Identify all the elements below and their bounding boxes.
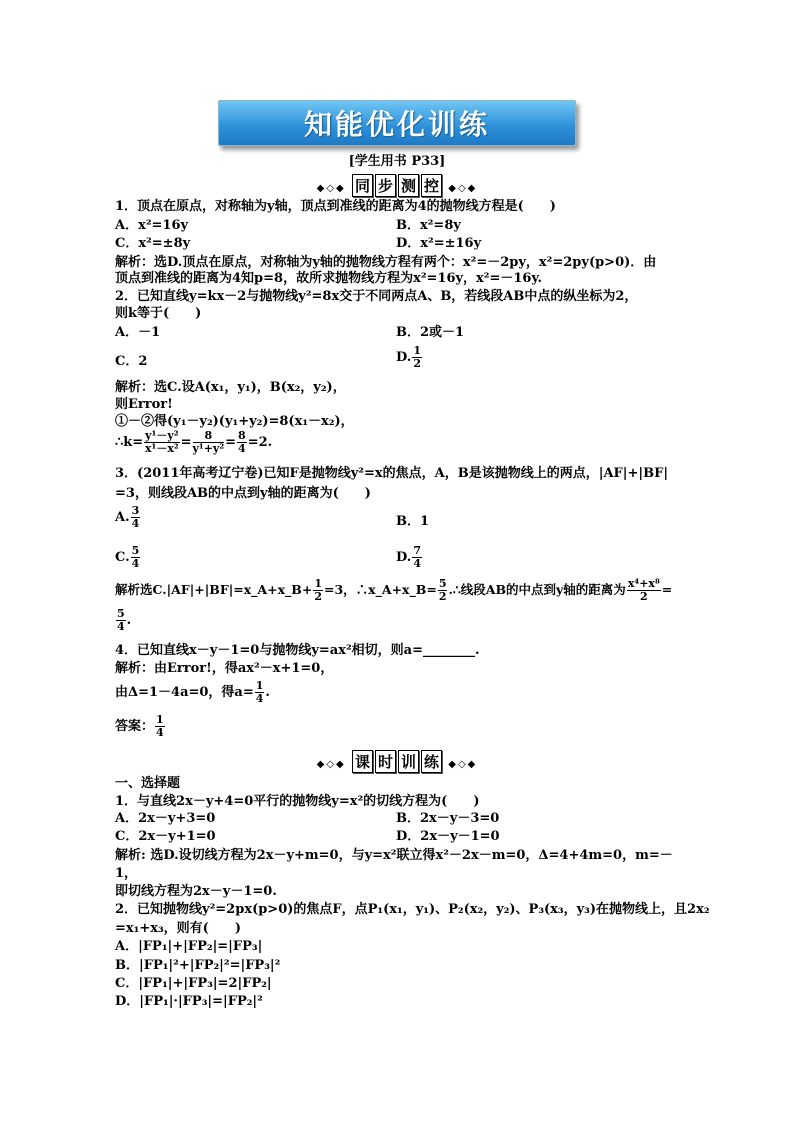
numerator: 1	[255, 679, 264, 692]
q3-solution	[115, 578, 672, 603]
text: =	[661, 582, 673, 597]
denominator: 4	[131, 557, 140, 570]
q3-option-a	[115, 505, 141, 530]
numerator: 1	[314, 577, 323, 590]
heading-char: 测	[398, 174, 419, 197]
numerator: 1	[413, 344, 421, 357]
text-line-q2s1: 解析：选C.设A(x₁，y₁)，B(x₂，y₂)，	[115, 380, 346, 395]
page-reference: [学生用书 P33]	[348, 154, 446, 169]
text-line-q2c: C．2	[115, 354, 148, 369]
q2-solution-k	[115, 430, 272, 455]
right-ornament: ◆◇◆	[448, 183, 478, 194]
denominator: 4	[156, 726, 164, 739]
text-line-k2: 2．已知抛物线y²=2px(p>0)的焦点F，点P₁(x₁，y₁)、P₂(x₂，y₂)、P₃(x₃，y₃)在抛物线上，且2x₂	[115, 902, 710, 917]
q4-solution-delta	[115, 680, 270, 705]
numerator: 1	[156, 713, 164, 726]
text-line-q1d: D．x²=±16y	[396, 236, 482, 251]
fraction	[313, 578, 323, 603]
section-heading-sync	[0, 174, 794, 197]
text-line-q2b: 则k等于( )	[115, 306, 202, 321]
text-line-s2h: 一、选择题	[115, 776, 181, 791]
option-label: D.	[396, 350, 412, 365]
fraction	[155, 714, 165, 739]
fraction	[131, 505, 141, 530]
text-line-q3bb: B．1	[396, 514, 430, 529]
fraction	[131, 545, 141, 570]
fraction	[438, 578, 448, 603]
text-line-k2bb: B．|FP₁|²+|FP₂|²=|FP₃|²	[115, 958, 281, 973]
q2-option-d	[396, 345, 423, 370]
numerator: y¹－y²	[145, 429, 179, 442]
numerator: 5	[131, 544, 140, 557]
denominator: 4	[117, 620, 125, 633]
section-heading-course	[0, 750, 794, 773]
denominator: 4	[238, 442, 246, 455]
text-line-q1b: B．x²=8y	[396, 218, 461, 233]
q3-option-d	[396, 545, 423, 570]
heading-char: 同	[352, 174, 373, 197]
text: .	[265, 685, 270, 700]
text: =	[225, 435, 237, 450]
numerator: x⁴+x⁸	[627, 577, 660, 590]
heading-char: 步	[375, 174, 396, 197]
text-line-k1s2: 1，	[115, 866, 138, 881]
denominator: 2	[438, 590, 447, 603]
text-line-q2: 2．已知直线y=kx－2与抛物线y²=8x交于不同两点A、B，若线段AB中点的纵坐标为2，	[115, 289, 638, 304]
heading-char: 时	[375, 750, 396, 773]
text: 解析选C.|AF|+|BF|=x_A+x_B+	[115, 582, 313, 597]
denominator: 4	[413, 557, 421, 570]
text: =	[180, 435, 192, 450]
text: 答案：	[115, 719, 155, 734]
numerator: 5	[438, 577, 447, 590]
fraction	[237, 430, 247, 455]
text: =3，∴x_A+x_B=	[324, 582, 437, 597]
text-line-q1: 1．顶点在原点，对称轴为y轴，顶点到准线的距离为4的抛物线方程是( )	[115, 199, 556, 214]
option-label: C.	[115, 550, 130, 565]
denominator: 4	[255, 692, 264, 705]
option-label: D.	[396, 550, 412, 565]
text-line-q1c: C．x²=±8y	[115, 236, 191, 251]
numerator: 8	[193, 430, 225, 443]
denominator: 2	[314, 590, 323, 603]
right-ornament: ◆◇◆	[448, 759, 478, 770]
numerator: 7	[413, 544, 421, 557]
text-line-q2bb: B．2或－1	[396, 325, 465, 340]
denominator: 4	[131, 517, 140, 530]
text-line-k1d: D．2x－y－1=0	[396, 829, 500, 844]
text-line-q4: 4．已知直线x－y－1=0与抛物线y=ax²相切，则a=________.	[115, 643, 480, 658]
left-ornament: ◆◇◆	[316, 183, 346, 194]
text-line-q2a: A．－1	[115, 325, 161, 340]
fraction	[255, 680, 265, 705]
text-line-k1a: A．2x－y+3=0	[115, 811, 216, 826]
fraction	[412, 345, 422, 370]
numerator: 8	[238, 429, 246, 442]
q3-option-c	[115, 545, 141, 570]
fraction	[116, 608, 126, 633]
left-ornament: ◆◇◆	[316, 759, 346, 770]
fraction	[412, 545, 422, 570]
fraction	[627, 578, 661, 603]
text-line-q1s2: 顶点到准线的距离为4知p=8，故所求抛物线方程为x²=16y，x²=－16y.	[115, 271, 543, 286]
text-line-k2d: D．|FP₁|·|FP₃|=|FP₂|²	[115, 994, 263, 1009]
denominator: 2	[413, 357, 421, 370]
text-line-k1s1: 解析: 选D.设切线方程为2x－y+m=0，与y=x²联立得x²－2x－m=0，Δ=4+4m=0，m=－	[115, 848, 673, 863]
text-line-k1s3: 即切线方程为2x－y－1=0.	[115, 884, 277, 899]
text-line-k2c: C．|FP₁|+|FP₃|=2|FP₂|	[115, 976, 272, 991]
text-line-q2s2: 则Error!	[115, 397, 173, 412]
text-line-q4s1: 解析：由Error!，得ax²－x+1=0，	[115, 661, 334, 676]
text: .	[126, 613, 132, 628]
text-line-k2b: =x₁+x₃，则有( )	[115, 921, 241, 936]
numerator: 3	[131, 504, 140, 517]
text-line-q3b: =3，则线段AB的中点到y轴的距离为( )	[115, 486, 371, 501]
title-banner	[218, 100, 576, 146]
fraction	[144, 430, 179, 455]
text-line-q1s1: 解析：选D.顶点在原点，对称轴为y轴的抛物线方程有两个：x²=－2py，x²=2py(p>0)．由	[115, 255, 657, 270]
banner-title: 知能优化训练	[303, 108, 490, 141]
text-line-k1: 1．与直线2x－y+4=0平行的抛物线y=x²的切线方程为( )	[115, 794, 480, 809]
text-line-k1b: B．2x－y－3=0	[396, 811, 500, 826]
numerator: 5	[117, 607, 125, 620]
q4-answer	[115, 714, 166, 739]
text: .∴线段AB的中点到y轴的距离为	[448, 582, 626, 597]
option-label: A.	[115, 510, 130, 525]
text-line-k1c: C．2x－y+1=0	[115, 829, 216, 844]
text: ∴k=	[115, 435, 144, 450]
denominator: 2	[639, 590, 648, 603]
denominator: x¹－x²	[145, 442, 179, 455]
fraction	[193, 430, 225, 455]
heading-char: 控	[421, 174, 442, 197]
text: 由Δ=1－4a=0，得a=	[115, 685, 254, 700]
text: =2.	[247, 435, 273, 450]
heading-char: 练	[421, 750, 442, 773]
text-line-q2s3: ①－②得(y₁－y₂)(y₁+y₂)=8(x₁－x₂)，	[115, 414, 354, 429]
heading-char: 课	[352, 750, 373, 773]
denominator: y¹+y²	[192, 442, 225, 455]
heading-char: 训	[398, 750, 419, 773]
text-line-k2a: A．|FP₁|+|FP₂|=|FP₃|	[115, 939, 263, 954]
text-line-q3: 3．(2011年高考辽宁卷)已知F是抛物线y²=x的焦点，A，B是该抛物线上的两点，|AF|+|BF|	[115, 466, 669, 481]
q3-solution-tail	[115, 608, 131, 633]
text-line-q1a: A．x²=16y	[115, 218, 189, 233]
